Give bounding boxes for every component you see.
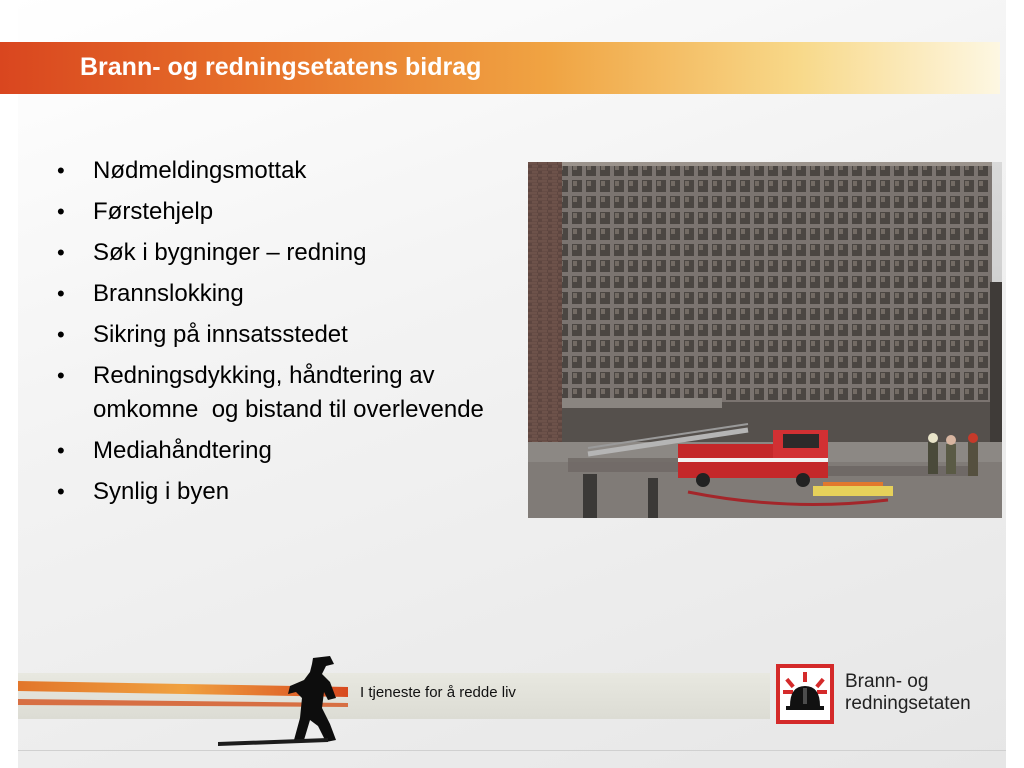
logo-line-1: Brann- og [845,671,929,692]
divider [18,750,1006,751]
list-item [52,359,512,427]
footer-slogan: I tjeneste for å redde liv [360,684,516,701]
bullet-marker: • [57,479,65,504]
list-item [52,434,512,468]
bullet-marker: • [57,322,65,347]
bullet-text: Søk i bygninger – redning [93,239,367,266]
organization-logo-text [845,671,971,715]
bullet-text: Redningsdykking, håndtering av omkomne og bistand til overlevende [93,362,484,423]
bullet-marker: • [57,363,65,388]
list-item [52,475,512,509]
bullet-text: Nødmeldingsmottak [93,157,307,184]
bullet-marker: • [57,199,65,224]
bullet-text: Mediahåndtering [93,437,272,464]
list-item [52,277,512,311]
title-bar [0,42,1000,94]
damaged-building-photo [528,162,1002,518]
left-margin [0,0,18,768]
list-item [52,195,512,229]
bullet-text: Sikring på innsatsstedet [93,321,348,348]
list-item [52,154,512,188]
bullet-marker: • [57,438,65,463]
bullet-list [52,154,512,516]
bullet-marker: • [57,240,65,265]
logo-line-2: redningsetaten [845,693,971,714]
bullet-text: Synlig i byen [93,478,230,505]
bullet-text: Brannslokking [93,280,244,307]
helmet-logo-icon [776,664,834,724]
list-item [52,236,512,270]
bullet-text: Førstehjelp [93,198,214,225]
firefighter-silhouette-icon [218,648,368,748]
list-item [52,318,512,352]
page-title: Brann- og redningsetatens bidrag [80,53,482,81]
bullet-marker: • [57,281,65,306]
bullet-marker: • [57,158,65,183]
right-margin [1006,0,1024,768]
